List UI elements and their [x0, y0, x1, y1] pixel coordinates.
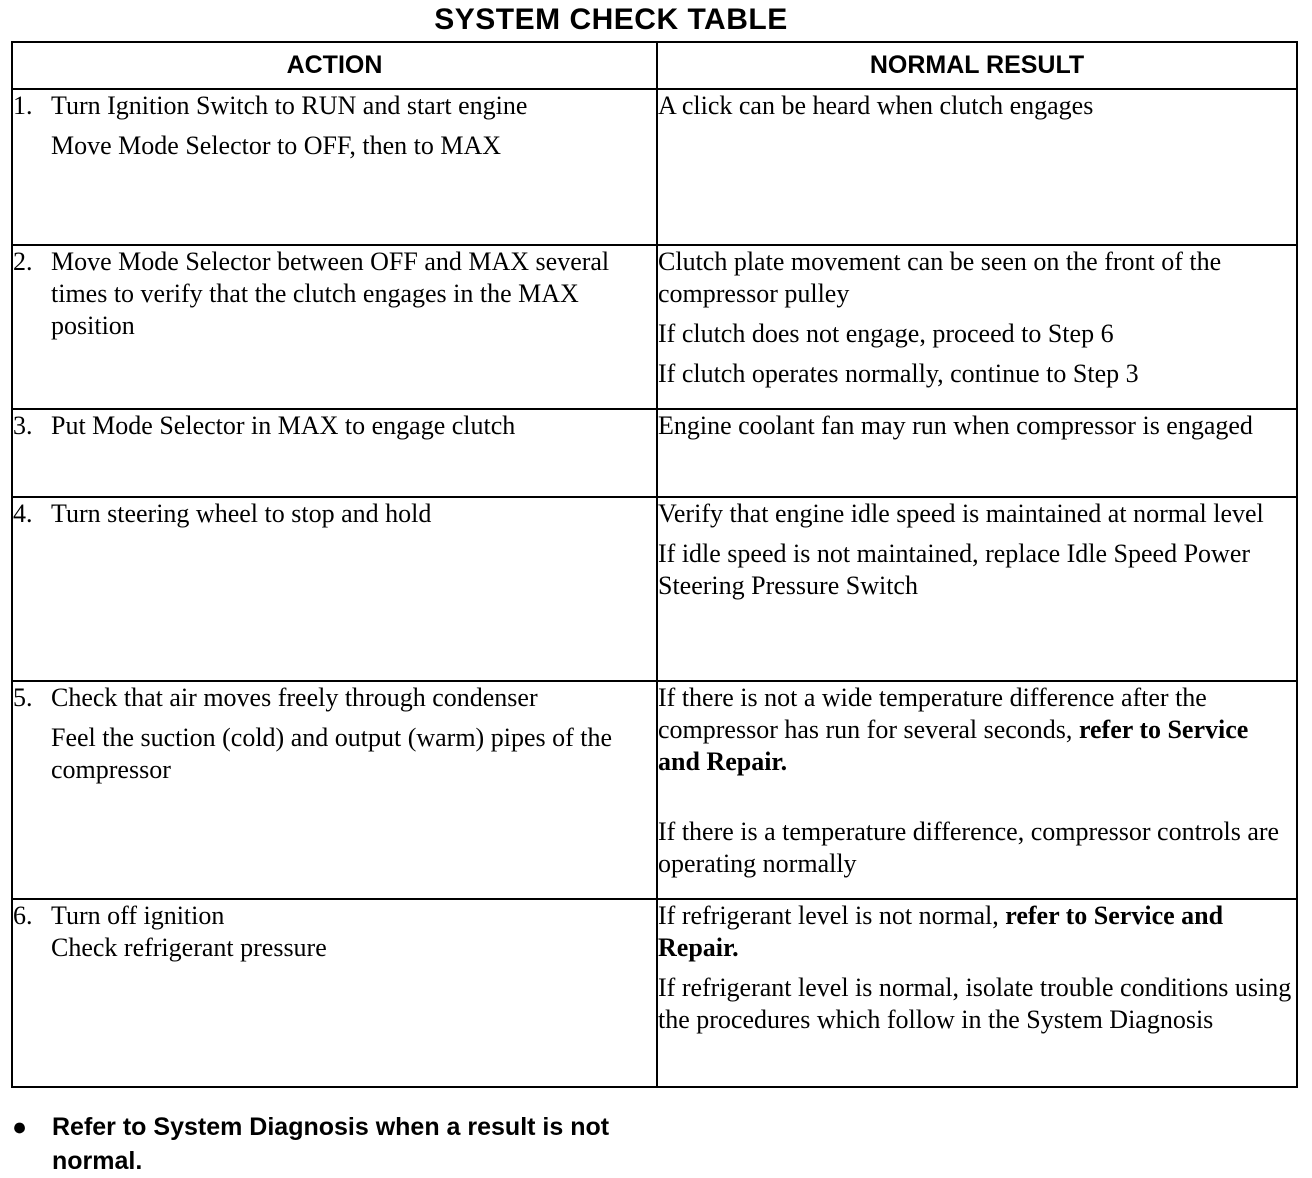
action-cell — [12, 245, 657, 409]
table-row — [12, 409, 1297, 497]
footnote — [12, 1110, 652, 1178]
action-text: Check refrigerant pressure — [51, 933, 327, 962]
action-cell — [12, 497, 657, 681]
table-title: SYSTEM CHECK TABLE — [434, 3, 788, 36]
step-number: 6. — [13, 901, 33, 930]
service-repair-reference: refer to Service and Repair. — [658, 901, 1224, 962]
result-cell — [657, 245, 1297, 409]
result-text-plain: If there is not a wide temperature difference after the compressor has run for several seconds, — [658, 683, 1207, 744]
action-cell — [12, 899, 657, 1087]
result-cell — [657, 497, 1297, 681]
action-text: Turn off ignition — [51, 901, 225, 930]
step-number: 3. — [13, 411, 33, 440]
header-normal-result: NORMAL RESULT — [657, 42, 1297, 89]
result-text: Engine coolant fan may run when compressor is engaged — [658, 411, 1253, 440]
result-text: If clutch operates normally, continue to Step 3 — [658, 359, 1139, 388]
result-text-plain: If refrigerant level is not normal, — [658, 901, 999, 930]
result-text: If refrigerant level is normal, isolate trouble conditions using the procedures which follow in the System Diagnosis — [658, 973, 1292, 1034]
action-text: Check that air moves freely through condenser — [51, 683, 538, 712]
header-action: ACTION — [12, 42, 657, 89]
bullet-icon: ● — [12, 1113, 28, 1141]
step-number: 1. — [13, 91, 33, 120]
table-row — [12, 681, 1297, 899]
result-text: If idle speed is not maintained, replace Idle Speed Power Steering Pressure Switch — [658, 539, 1251, 600]
result-text — [658, 682, 1296, 778]
action-text: Move Mode Selector between OFF and MAX several times to verify that the clutch engages in the MAX position — [51, 247, 610, 340]
action-text: Move Mode Selector to OFF, then to MAX — [51, 131, 501, 160]
action-text: Put Mode Selector in MAX to engage clutch — [51, 411, 516, 440]
result-text: Verify that engine idle speed is maintained at normal level — [658, 499, 1264, 528]
table-row — [12, 497, 1297, 681]
action-cell — [12, 681, 657, 899]
action-text: Feel the suction (cold) and output (warm) pipes of the compressor — [51, 723, 613, 784]
result-text: If clutch does not engage, proceed to Step 6 — [658, 319, 1114, 348]
result-cell — [657, 89, 1297, 245]
action-text: Turn Ignition Switch to RUN and start engine — [51, 91, 528, 120]
result-text — [658, 900, 1296, 964]
step-number: 5. — [13, 683, 33, 712]
footnote-text: Refer to System Diagnosis when a result is not normal. — [52, 1113, 610, 1175]
table-row — [12, 245, 1297, 409]
table-row — [12, 89, 1297, 245]
result-cell — [657, 409, 1297, 497]
action-cell — [12, 409, 657, 497]
service-repair-reference: refer to Service and Repair. — [658, 715, 1249, 776]
step-number: 4. — [13, 499, 33, 528]
step-number: 2. — [13, 247, 33, 276]
result-cell — [657, 681, 1297, 899]
header-row — [12, 42, 1297, 89]
result-text: If there is a temperature difference, compressor controls are operating normally — [658, 817, 1280, 878]
system-check-table — [11, 41, 1298, 1088]
action-cell — [12, 89, 657, 245]
result-text: Clutch plate movement can be seen on the front of the compressor pulley — [658, 247, 1222, 308]
action-text: Turn steering wheel to stop and hold — [51, 499, 432, 528]
result-cell — [657, 899, 1297, 1087]
table-row — [12, 899, 1297, 1087]
result-text: A click can be heard when clutch engages — [658, 91, 1094, 120]
